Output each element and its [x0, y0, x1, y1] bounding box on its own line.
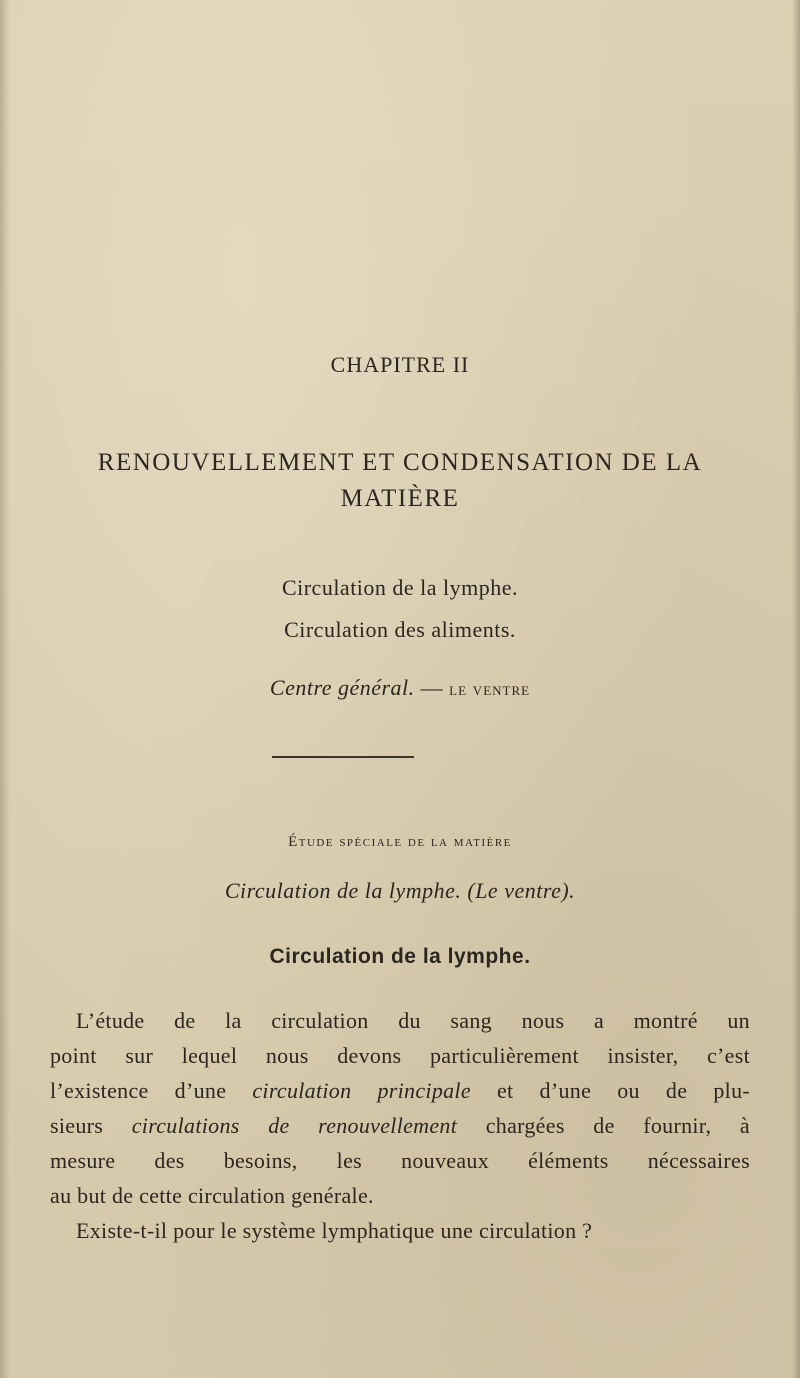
section-divider [272, 756, 414, 758]
summary-dash: — [414, 675, 450, 700]
body-line-1: L’étude de la circulation du sang nous a montré un [76, 1008, 750, 1033]
body-line-4-italic: circulations de renouvellement [131, 1113, 458, 1138]
body-line-6: au but de cette circulation genérale. [50, 1183, 374, 1208]
body-line-5: mesure des besoins, les nouveaux éléments nécessaires [50, 1148, 750, 1173]
body-line-3-italic: circulation principale [252, 1078, 471, 1103]
body-line-3a: l’existence d’une [50, 1078, 253, 1103]
chapter-title: RENOUVELLEMENT ET CONDENSATION DE LA MATIÈRE [97, 449, 703, 512]
body-line-2: point sur lequel nous devons particulièrement insister, c’est [50, 1043, 750, 1068]
section-heading [0, 833, 800, 851]
section-heading-text: Étude spéciale de la matière [288, 834, 512, 850]
body-line-4 [50, 1108, 750, 1143]
body-line-4a: sieurs [50, 1113, 132, 1138]
body-line-7: Existe-t-il pour le système lymphatique une circulation ? [76, 1218, 593, 1243]
body-line-3 [50, 1073, 750, 1108]
chapter-label: CHAPITRE II [330, 352, 470, 377]
summary-line-3 [0, 675, 800, 701]
summary-le-ventre: le ventre [449, 679, 531, 700]
body-paragraphs [50, 1003, 750, 1248]
section-italic-title: Circulation de la lymphe. (Le ventre). [224, 878, 576, 903]
section-bold-heading: Circulation de la lymphe. [269, 945, 531, 968]
summary-centre-general: Centre général. [269, 675, 415, 700]
body-line-3c: et d’une ou de plu- [470, 1078, 751, 1103]
summary-line-1: Circulation de la lymphe. [281, 575, 519, 600]
body-line-4c: chargées de fournir, à [457, 1113, 750, 1138]
summary-line-2: Circulation des aliments. [284, 617, 516, 642]
